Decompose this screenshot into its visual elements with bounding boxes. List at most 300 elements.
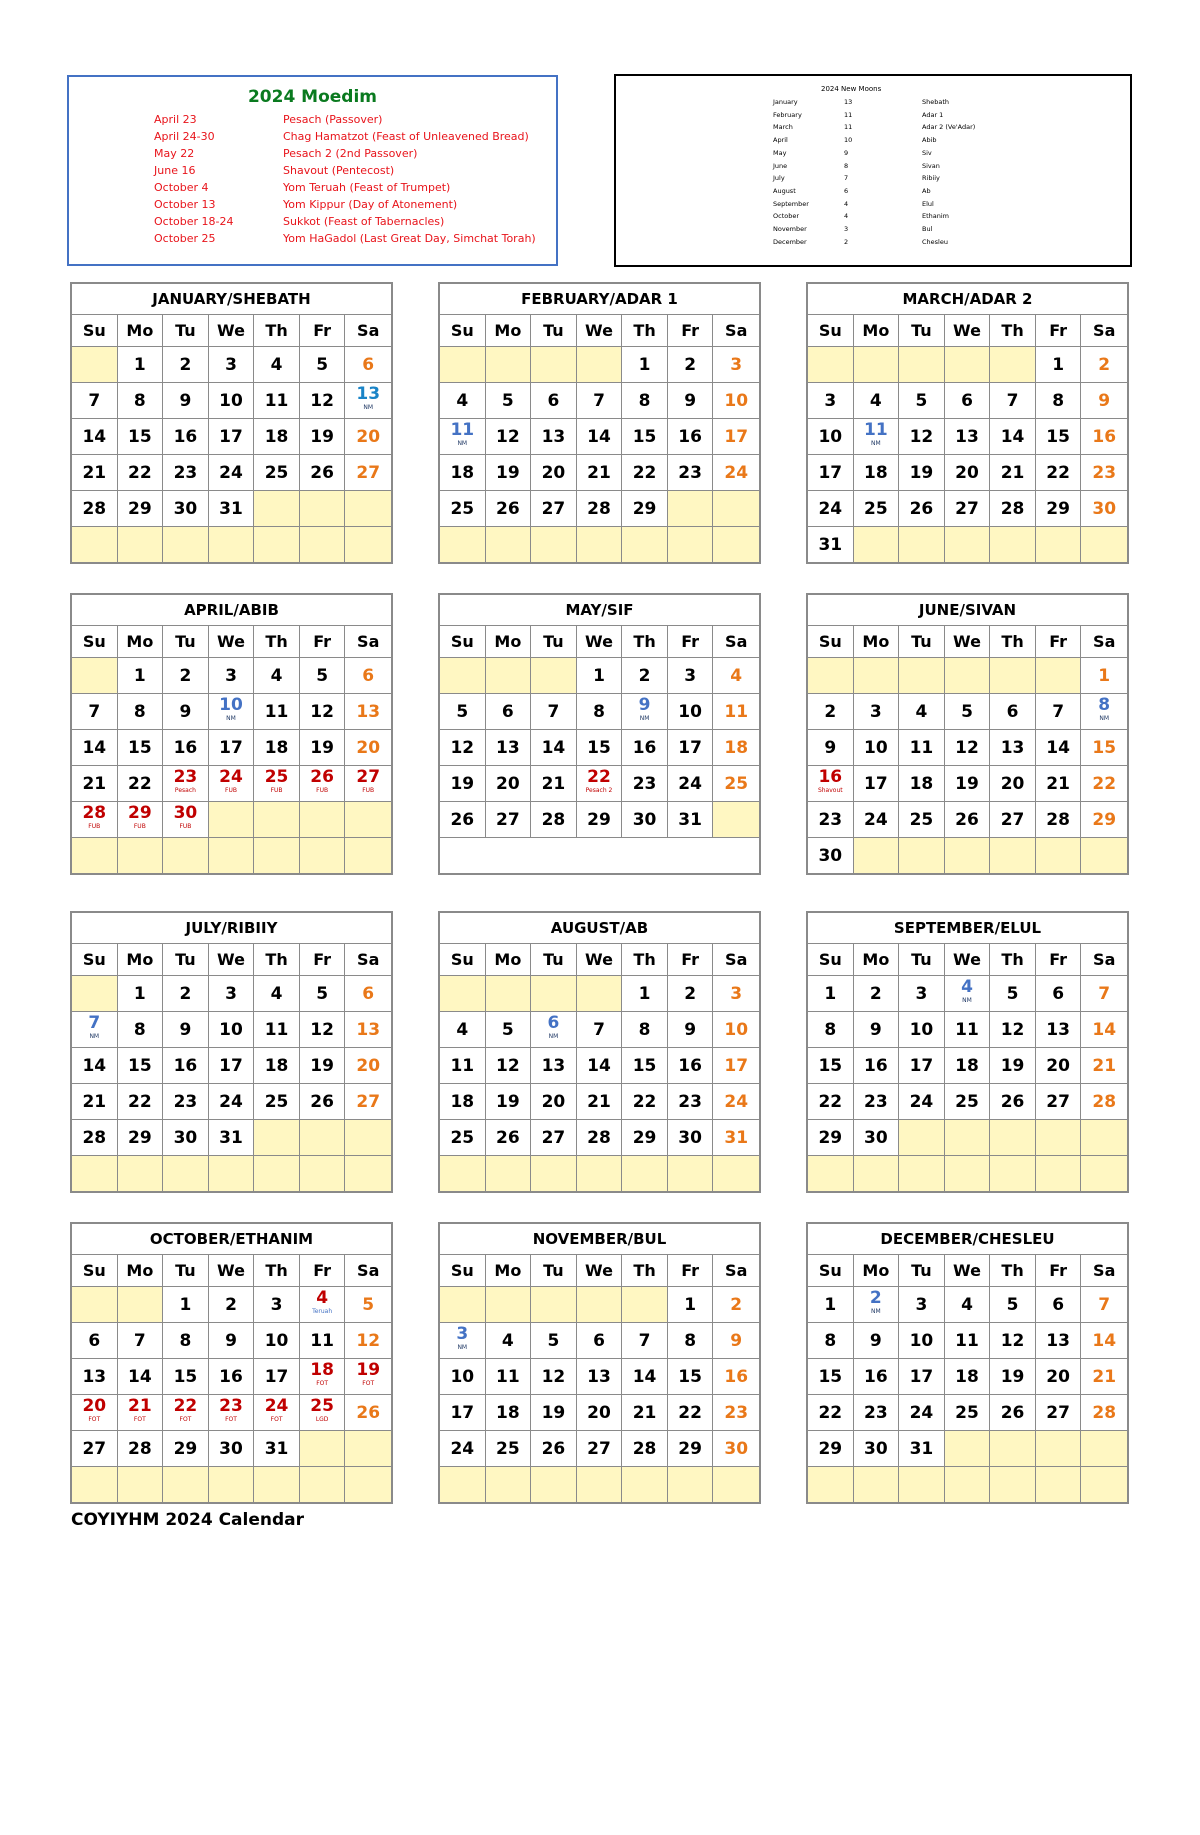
day-number: 14	[82, 427, 107, 447]
empty-day-cell	[1036, 527, 1082, 563]
day-number: 15	[818, 1056, 843, 1076]
day-cell	[668, 1359, 714, 1395]
empty-day-cell	[1036, 1156, 1082, 1192]
weekday-header: We	[945, 315, 991, 347]
day-number: 4	[456, 1020, 469, 1040]
day-cell	[899, 730, 945, 766]
day-cell	[300, 1395, 346, 1431]
day-cell	[118, 1012, 164, 1048]
weekday-header: Th	[622, 626, 668, 658]
day-cell	[622, 1012, 668, 1048]
day-number: 8	[638, 391, 651, 411]
day-cell	[209, 1431, 255, 1467]
day-cell	[1081, 1084, 1127, 1120]
day-number: 16	[818, 767, 843, 787]
day-number: 23	[173, 1092, 198, 1112]
day-cell	[163, 1431, 209, 1467]
weekday-header: Mo	[854, 315, 900, 347]
empty-day-cell	[808, 347, 854, 383]
day-cell	[945, 1395, 991, 1431]
weekday-header: Mo	[486, 315, 532, 347]
day-cell	[713, 1048, 759, 1084]
day-number: 3	[915, 1295, 928, 1315]
weekday-header: Mo	[854, 626, 900, 658]
day-number: 31	[678, 810, 702, 830]
day-number: 27	[955, 499, 979, 519]
empty-day-cell	[713, 491, 759, 527]
month-title: OCTOBER/ETHANIM	[72, 1224, 391, 1255]
day-number: 2	[730, 1295, 743, 1315]
day-cell	[1081, 1323, 1127, 1359]
day-cell	[531, 455, 577, 491]
day-number: 17	[724, 427, 749, 447]
day-cell	[118, 1431, 164, 1467]
empty-day-cell	[577, 1156, 623, 1192]
day-number: 24	[909, 1403, 934, 1423]
moedim-feast-name: Yom HaGadol (Last Great Day, Simchat Torah)	[283, 232, 536, 245]
day-number: 28	[1000, 499, 1025, 519]
day-cell	[300, 1012, 346, 1048]
weekday-header: Sa	[713, 626, 759, 658]
moedim-date: October 18-24	[154, 215, 234, 228]
day-number: 16	[864, 1056, 888, 1076]
day-cell	[1036, 419, 1082, 455]
day-number: 8	[824, 1331, 837, 1351]
day-cell	[163, 802, 209, 838]
day-cell	[577, 1395, 623, 1431]
day-note: FOT	[133, 1416, 146, 1423]
weekday-header: Su	[808, 944, 854, 976]
day-cell	[254, 1431, 300, 1467]
new-moon-name: Siv	[922, 148, 932, 157]
day-cell	[854, 383, 900, 419]
day-number: 21	[541, 774, 566, 794]
day-cell	[622, 1048, 668, 1084]
day-number: 14	[632, 1367, 657, 1387]
empty-day-cell	[531, 1287, 577, 1323]
new-moon-row	[773, 123, 975, 131]
day-note: NM	[871, 440, 881, 447]
empty-day-cell	[622, 527, 668, 563]
empty-day-cell	[486, 527, 532, 563]
day-number: 12	[1000, 1331, 1025, 1351]
empty-day-cell	[990, 838, 1036, 874]
day-cell	[440, 419, 486, 455]
month-calendar	[806, 1222, 1129, 1504]
day-cell	[854, 491, 900, 527]
day-cell	[668, 802, 714, 838]
weekday-header: Th	[622, 315, 668, 347]
day-number: 3	[225, 355, 237, 375]
day-note: FOT	[316, 1380, 329, 1387]
day-cell	[300, 419, 346, 455]
empty-day-cell	[163, 527, 209, 563]
day-number: 16	[724, 1367, 749, 1387]
day-cell	[72, 491, 118, 527]
day-number: 11	[264, 702, 289, 722]
day-cell	[440, 802, 486, 838]
new-moons-box	[614, 74, 1132, 267]
empty-day-cell	[622, 1467, 668, 1503]
empty-day-cell	[1081, 1467, 1127, 1503]
day-cell	[577, 694, 623, 730]
weekday-header: Tu	[899, 1255, 945, 1287]
moedim-box	[67, 75, 558, 266]
month-calendar	[70, 282, 393, 564]
day-number: 18	[955, 1056, 979, 1076]
day-number: 18	[955, 1367, 979, 1387]
month-title: MAY/SIF	[440, 595, 759, 626]
day-cell	[854, 1359, 900, 1395]
day-number: 30	[678, 1128, 702, 1148]
day-number: 23	[864, 1403, 888, 1423]
day-cell	[808, 1359, 854, 1395]
day-number: 13	[496, 738, 520, 758]
day-number: 23	[1092, 463, 1117, 483]
day-cell	[577, 802, 623, 838]
day-cell	[1081, 1287, 1127, 1323]
empty-day-cell	[713, 1156, 759, 1192]
day-number: 6	[593, 1331, 605, 1351]
empty-day-cell	[668, 491, 714, 527]
empty-day-cell	[990, 527, 1036, 563]
empty-day-cell	[163, 1467, 209, 1503]
day-cell	[990, 383, 1036, 419]
day-cell	[486, 1359, 532, 1395]
day-number: 10	[818, 427, 843, 447]
day-cell	[209, 1323, 255, 1359]
weekday-header: Fr	[1036, 626, 1082, 658]
day-cell	[163, 1120, 209, 1156]
empty-day-cell	[209, 802, 255, 838]
empty-day-cell	[577, 976, 623, 1012]
day-number: 8	[1098, 695, 1111, 715]
empty-day-cell	[945, 838, 991, 874]
empty-day-cell	[854, 347, 900, 383]
day-number: 25	[264, 1092, 289, 1112]
day-cell	[163, 1084, 209, 1120]
day-number: 24	[909, 1092, 934, 1112]
day-number: 10	[724, 391, 749, 411]
new-moon-row	[773, 149, 932, 157]
day-number: 2	[684, 355, 697, 375]
day-number: 28	[1046, 810, 1070, 830]
day-number: 23	[219, 1396, 243, 1416]
day-cell	[531, 766, 577, 802]
moedim-date: April 23	[154, 113, 197, 126]
day-number: 13	[541, 1056, 566, 1076]
day-cell	[808, 1323, 854, 1359]
empty-day-cell	[1081, 1120, 1127, 1156]
day-cell	[899, 1323, 945, 1359]
day-cell	[118, 455, 164, 491]
day-number: 15	[1092, 738, 1117, 758]
day-number: 14	[541, 738, 566, 758]
weekday-header: We	[945, 626, 991, 658]
weekday-header: Mo	[118, 944, 164, 976]
day-cell	[118, 1048, 164, 1084]
day-number: 3	[225, 666, 237, 686]
day-cell	[577, 1359, 623, 1395]
day-number: 1	[1098, 666, 1111, 686]
new-moon-month: September	[773, 199, 809, 208]
empty-day-cell	[668, 1156, 714, 1192]
weekday-header: Sa	[1081, 315, 1127, 347]
day-number: 12	[310, 391, 334, 411]
new-moon-day: 3	[844, 225, 849, 233]
weekday-header: Sa	[1081, 626, 1127, 658]
day-number: 20	[1046, 1367, 1070, 1387]
moedim-row	[154, 113, 382, 126]
month-title: DECEMBER/CHESLEU	[808, 1224, 1127, 1255]
day-cell	[899, 766, 945, 802]
empty-day-cell	[254, 838, 300, 874]
day-number: 21	[82, 1092, 107, 1112]
day-cell	[531, 694, 577, 730]
day-cell	[577, 1084, 623, 1120]
day-number: 9	[179, 391, 192, 411]
day-cell	[209, 1395, 255, 1431]
day-cell	[990, 455, 1036, 491]
day-note: FUB	[316, 787, 329, 794]
day-cell	[854, 1048, 900, 1084]
month-calendar	[806, 911, 1129, 1193]
day-cell	[945, 419, 991, 455]
day-cell	[668, 658, 714, 694]
day-cell	[118, 1395, 164, 1431]
day-cell	[254, 1048, 300, 1084]
day-cell	[440, 694, 486, 730]
day-number: 22	[128, 1092, 152, 1112]
weekday-header: Tu	[163, 315, 209, 347]
empty-day-cell	[854, 838, 900, 874]
day-cell	[808, 976, 854, 1012]
day-cell	[668, 1323, 714, 1359]
day-number: 3	[270, 1295, 283, 1315]
day-number: 15	[632, 1056, 657, 1076]
day-number: 19	[356, 1360, 381, 1380]
day-number: 18	[724, 738, 749, 758]
day-number: 22	[1046, 463, 1070, 483]
moedim-date: May 22	[154, 147, 195, 160]
new-moon-name: Bul	[922, 225, 933, 233]
new-moon-row	[773, 174, 940, 182]
day-cell	[622, 976, 668, 1012]
month-calendar	[806, 282, 1129, 564]
day-number: 31	[264, 1439, 289, 1459]
day-number: 13	[82, 1367, 107, 1387]
day-cell	[577, 1323, 623, 1359]
day-cell	[486, 1323, 532, 1359]
day-cell	[1081, 976, 1127, 1012]
empty-day-cell	[531, 658, 577, 694]
month-title: APRIL/ABIB	[72, 595, 391, 626]
day-cell	[713, 419, 759, 455]
day-cell	[72, 383, 118, 419]
day-cell	[808, 1431, 854, 1467]
new-moon-name: Sivan	[922, 161, 940, 170]
weekday-header: Mo	[854, 1255, 900, 1287]
day-number: 31	[909, 1439, 934, 1459]
day-cell	[808, 1012, 854, 1048]
day-number: 15	[128, 427, 152, 447]
day-cell	[300, 1287, 346, 1323]
day-number: 27	[541, 1128, 566, 1148]
day-cell	[300, 1084, 346, 1120]
day-number: 29	[128, 499, 152, 519]
empty-day-cell	[440, 658, 486, 694]
empty-day-cell	[854, 1156, 900, 1192]
day-note: NM	[871, 1308, 881, 1315]
day-number: 1	[638, 355, 651, 375]
day-number: 8	[133, 1020, 146, 1040]
day-cell	[577, 1431, 623, 1467]
day-number: 29	[128, 803, 152, 823]
day-number: 23	[818, 810, 843, 830]
weekday-header: Fr	[668, 1255, 714, 1287]
day-note: Teruah	[312, 1308, 333, 1315]
day-number: 29	[818, 1128, 843, 1148]
day-number: 20	[541, 1092, 566, 1112]
day-cell	[72, 1323, 118, 1359]
day-cell	[899, 1431, 945, 1467]
day-cell	[945, 1084, 991, 1120]
new-moon-name: Abib	[922, 136, 937, 145]
empty-day-cell	[990, 1120, 1036, 1156]
day-cell	[668, 419, 714, 455]
new-moon-row	[773, 136, 937, 144]
day-cell	[899, 455, 945, 491]
new-moon-name: Chesleu	[922, 237, 948, 246]
day-number: 12	[356, 1331, 381, 1351]
new-moon-month: February	[773, 110, 802, 119]
empty-day-cell	[990, 1467, 1036, 1503]
day-number: 27	[587, 1439, 611, 1459]
day-number: 30	[173, 1128, 198, 1148]
day-cell	[622, 419, 668, 455]
day-cell	[440, 766, 486, 802]
day-cell	[72, 1395, 118, 1431]
day-number: 25	[310, 1396, 334, 1416]
day-cell	[990, 1395, 1036, 1431]
day-number: 7	[1098, 1295, 1111, 1315]
day-number: 27	[356, 767, 381, 787]
day-number: 31	[219, 499, 243, 519]
day-cell	[1081, 802, 1127, 838]
empty-day-cell	[899, 347, 945, 383]
day-cell	[990, 766, 1036, 802]
empty-day-cell	[1036, 1431, 1082, 1467]
empty-day-cell	[531, 1467, 577, 1503]
day-cell	[713, 383, 759, 419]
day-number: 20	[356, 738, 381, 758]
weekday-header: Mo	[118, 315, 164, 347]
day-number: 11	[450, 420, 475, 440]
day-cell	[713, 694, 759, 730]
day-cell	[345, 976, 391, 1012]
weekday-header: We	[209, 944, 255, 976]
day-number: 9	[869, 1020, 882, 1040]
day-number: 6	[362, 355, 375, 375]
day-number: 11	[264, 391, 289, 411]
day-number: 22	[678, 1403, 702, 1423]
day-number: 23	[678, 463, 702, 483]
new-moon-day: 4	[844, 199, 849, 208]
day-number: 19	[1000, 1367, 1025, 1387]
day-number: 16	[678, 1056, 702, 1076]
day-number: 9	[684, 1020, 697, 1040]
day-number: 26	[496, 499, 520, 519]
day-cell	[622, 1395, 668, 1431]
weekday-header: We	[577, 315, 623, 347]
day-number: 15	[128, 1056, 152, 1076]
day-number: 12	[496, 427, 520, 447]
day-number: 8	[179, 1331, 192, 1351]
new-moon-month: December	[773, 237, 807, 246]
day-note: FOT	[270, 1416, 283, 1423]
day-number: 16	[864, 1367, 888, 1387]
weekday-header: Th	[254, 944, 300, 976]
day-cell	[163, 694, 209, 730]
day-cell	[118, 1084, 164, 1120]
day-number: 13	[1046, 1020, 1070, 1040]
new-moon-month: August	[773, 186, 796, 195]
day-number: 22	[128, 463, 152, 483]
day-cell	[300, 1048, 346, 1084]
day-cell	[486, 1084, 532, 1120]
new-moon-month: October	[773, 212, 800, 221]
day-cell	[990, 694, 1036, 730]
day-cell	[486, 1048, 532, 1084]
day-number: 29	[632, 1128, 657, 1148]
day-cell	[990, 730, 1036, 766]
day-cell	[531, 1084, 577, 1120]
day-number: 29	[632, 499, 657, 519]
day-cell	[1036, 1323, 1082, 1359]
day-number: 19	[955, 774, 979, 794]
day-cell	[300, 976, 346, 1012]
day-number: 14	[1046, 738, 1070, 758]
day-number: 15	[818, 1367, 843, 1387]
day-number: 22	[1092, 774, 1117, 794]
empty-day-cell	[345, 1431, 391, 1467]
day-number: 24	[219, 1092, 243, 1112]
day-cell	[531, 802, 577, 838]
day-cell	[668, 1431, 714, 1467]
day-number: 4	[270, 984, 283, 1004]
day-number: 28	[128, 1439, 152, 1459]
day-cell	[440, 1084, 486, 1120]
empty-day-cell	[300, 1156, 346, 1192]
weekday-header: We	[945, 1255, 991, 1287]
day-number: 13	[356, 702, 381, 722]
day-cell	[440, 1323, 486, 1359]
day-cell	[72, 766, 118, 802]
day-number: 18	[450, 1092, 475, 1112]
empty-day-cell	[531, 976, 577, 1012]
moedim-row	[154, 198, 457, 211]
day-cell	[1081, 419, 1127, 455]
weekday-header: Fr	[300, 315, 346, 347]
day-cell	[808, 1287, 854, 1323]
day-cell	[854, 1012, 900, 1048]
day-number: 18	[264, 738, 289, 758]
day-number: 20	[82, 1396, 107, 1416]
day-cell	[118, 419, 164, 455]
new-moon-month: June	[773, 161, 788, 170]
day-cell	[1081, 491, 1127, 527]
day-cell	[808, 491, 854, 527]
